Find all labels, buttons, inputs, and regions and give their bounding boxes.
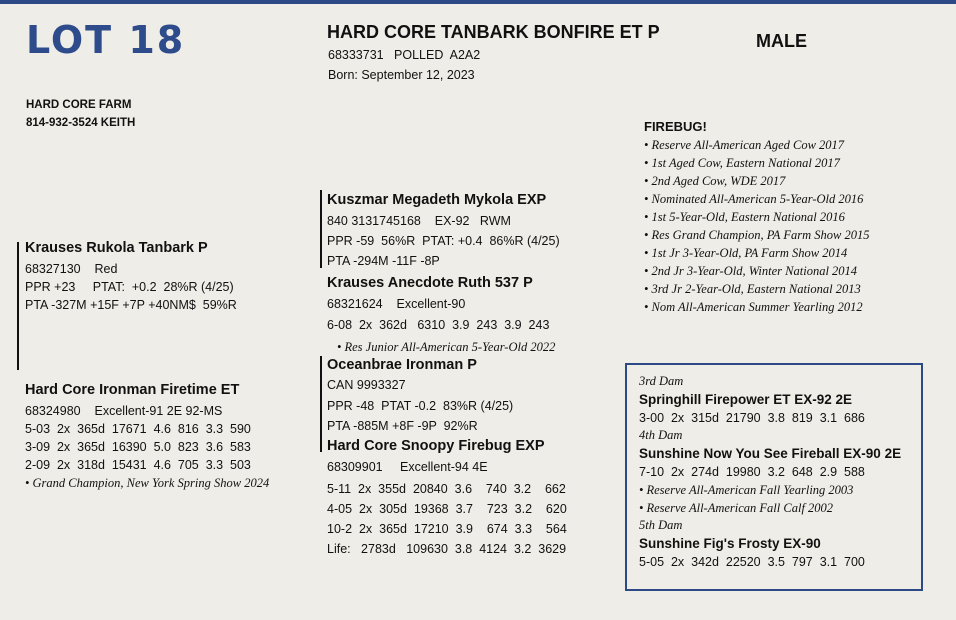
firebug-title: FIREBUG! <box>644 119 707 134</box>
sire-block <box>25 239 237 314</box>
sire-dam-reg: 68321624 Excellent-90 <box>327 297 466 311</box>
dam-dam-lifetime: Life: 2783d 109630 3.8 4124 3.2 3629 <box>327 542 567 556</box>
firebug-award: • Nominated All-American 5-Year-Old 2016 <box>644 192 864 206</box>
firebug-award: • 1st 5-Year-Old, Eastern National 2016 <box>644 210 845 224</box>
sire-sire-reg: 840 3131745168 EX-92 RWM <box>327 214 511 228</box>
dam-record: 5-03 2x 365d 17671 4.6 816 3.3 590 <box>25 422 251 436</box>
dam-sire-pta: PTA -885M +8F -9P 92%R <box>327 419 478 433</box>
sire-sire-block <box>327 191 560 270</box>
dam-record: 2-09 2x 318d 15431 4.6 705 3.3 503 <box>25 458 251 472</box>
dam-dam-record: 5-11 2x 355d 20840 3.6 740 3.2 662 <box>327 482 566 496</box>
fourth-dam-label: 4th Dam <box>639 428 683 442</box>
bull-name: HARD CORE TANBARK BONFIRE ET P <box>327 22 660 42</box>
fifth-dam-name: Sunshine Fig's Frosty EX-90 <box>639 536 821 551</box>
dam-record: 3-09 2x 365d 16390 5.0 823 3.6 583 <box>25 440 251 454</box>
breeder-info <box>26 96 135 132</box>
sire-sire-ppr: PPR -59 56%R PTAT: +0.4 86%R (4/25) <box>327 234 560 248</box>
dam-dam-record: 10-2 2x 365d 17210 3.9 674 3.3 564 <box>327 522 567 536</box>
sire-bracket <box>17 242 19 370</box>
breeder-name: HARD CORE FARM <box>26 99 132 111</box>
dam-sire-reg: CAN 9993327 <box>327 378 406 392</box>
sire-dam-name: Krauses Anecdote Ruth 537 P <box>327 275 533 291</box>
firebug-award: • Res Grand Champion, PA Farm Show 2015 <box>644 228 870 242</box>
sire-sire-bracket <box>320 190 322 268</box>
sire-dam-block <box>327 274 555 356</box>
sire-dam-record: 6-08 2x 362d 6310 3.9 243 3.9 243 <box>327 318 550 332</box>
sire-sire-name: Kuszmar Megadeth Mykola EXP <box>327 192 547 208</box>
dam-dam-reg: 68309901 Excellent-94 4E <box>327 460 488 474</box>
fifth-dam-record: 5-05 2x 342d 22520 3.5 797 3.1 700 <box>639 555 865 569</box>
firebug-award: • 1st Aged Cow, Eastern National 2017 <box>644 156 840 170</box>
firebug-award: • 3rd Jr 2-Year-Old, Eastern National 2013 <box>644 282 861 296</box>
bull-reg: 68333731 POLLED A2A2 <box>328 48 481 62</box>
lot-number: LOT 18 <box>26 18 186 62</box>
dam-sire-ppr: PPR -48 PTAT -0.2 83%R (4/25) <box>327 399 514 413</box>
breeder-phone: 814-932-3524 KEITH <box>26 117 136 129</box>
bull-born: Born: September 12, 2023 <box>328 68 475 82</box>
extended-pedigree-box <box>625 363 923 591</box>
dam-sire-block <box>327 356 513 435</box>
firebug-award: • 1st Jr 3-Year-Old, PA Farm Show 2014 <box>644 246 848 260</box>
fourth-dam-award: • Reserve All-American Fall Yearling 2003 <box>639 483 854 497</box>
dam-award: • Grand Champion, New York Spring Show 2024 <box>25 476 270 490</box>
sire-ppr: PPR +23 PTAT: +0.2 28%R (4/25) <box>25 280 234 294</box>
firebug-award: • 2nd Jr 3-Year-Old, Winter National 2014 <box>644 264 858 278</box>
dam-dam-name: Hard Core Snoopy Firebug EXP <box>327 438 545 454</box>
bull-header <box>327 22 660 85</box>
sire-pta: PTA -327M +15F +7P +40NM$ 59%R <box>25 298 237 312</box>
fourth-dam-name: Sunshine Now You See Fireball EX-90 2E <box>639 446 902 461</box>
fourth-dam-award: • Reserve All-American Fall Calf 2002 <box>639 501 834 515</box>
dam-name: Hard Core Ironman Firetime ET <box>25 382 240 398</box>
firebug-awards <box>644 118 869 316</box>
third-dam-label: 3rd Dam <box>639 374 684 388</box>
dam-sire-name: Oceanbrae Ironman P <box>327 357 477 373</box>
firebug-award: • Nom All-American Summer Yearling 2012 <box>644 300 863 314</box>
third-dam-record: 3-00 2x 315d 21790 3.8 819 3.1 686 <box>639 411 865 425</box>
firebug-award: • 2nd Aged Cow, WDE 2017 <box>644 174 786 188</box>
sire-reg: 68327130 Red <box>25 262 118 276</box>
dam-sire-bracket <box>320 356 322 452</box>
dam-dam-record: 4-05 2x 305d 19368 3.7 723 3.2 620 <box>327 502 567 516</box>
dam-reg: 68324980 Excellent-91 2E 92-MS <box>25 404 223 418</box>
sire-dam-award: • Res Junior All-American 5-Year-Old 2022 <box>337 340 556 354</box>
bull-sex: MALE <box>756 31 807 51</box>
sire-name: Krauses Rukola Tanbark P <box>25 240 208 256</box>
fourth-dam-record: 7-10 2x 274d 19980 3.2 648 2.9 588 <box>639 465 865 479</box>
dam-block <box>25 381 269 492</box>
fifth-dam-label: 5th Dam <box>639 518 683 532</box>
sire-sire-pta: PTA -294M -11F -8P <box>327 254 440 268</box>
firebug-award: • Reserve All-American Aged Cow 2017 <box>644 138 845 152</box>
top-rule <box>0 0 956 4</box>
third-dam-name: Springhill Firepower ET EX-92 2E <box>639 392 853 407</box>
dam-dam-block <box>327 437 567 558</box>
